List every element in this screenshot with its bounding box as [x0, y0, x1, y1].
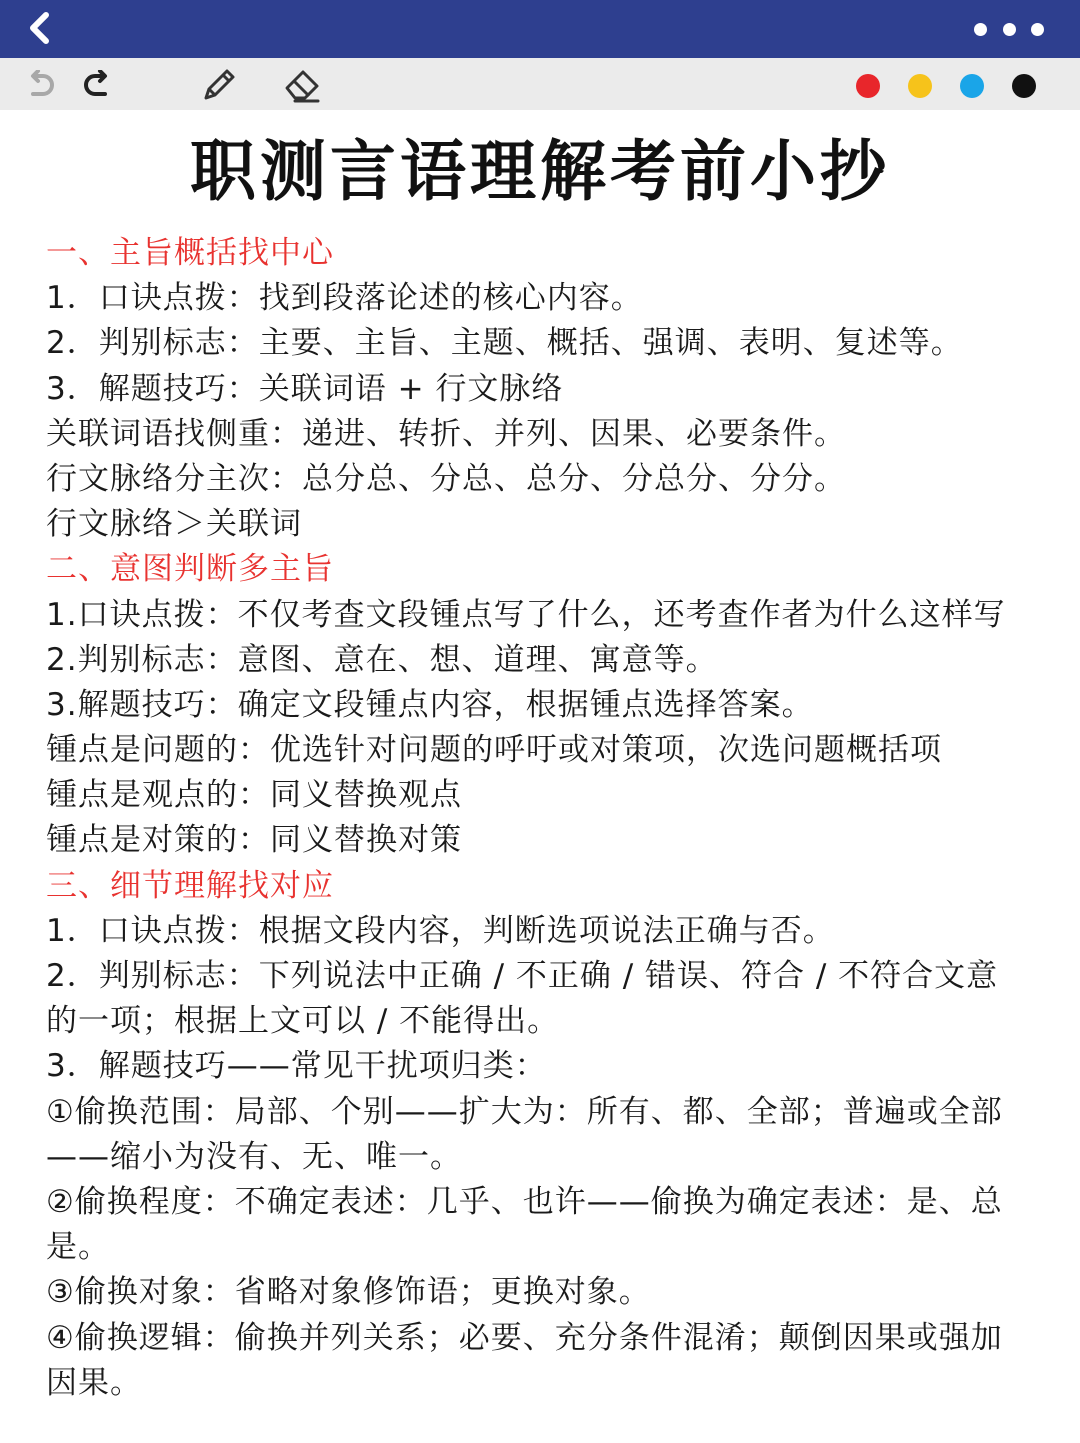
pencil-icon	[198, 65, 238, 105]
text-line: 锺点是观点的：同义替换观点	[46, 777, 462, 814]
text-line: 因果。	[46, 1364, 142, 1401]
text-line: 3．解题技巧：关联词语 + 行文脉络	[46, 370, 564, 407]
pen-tool-button[interactable]	[198, 66, 238, 104]
chevron-left-icon	[24, 12, 56, 44]
text-line: 3．解题技巧——常见干扰项归类：	[46, 1048, 547, 1085]
section-heading: 三、细节理解找对应	[46, 867, 334, 904]
text-line: 2．判别标志：主要、主旨、主题、概括、强调、表明、复述等。	[46, 325, 963, 362]
section-heading: 一、主旨概括找中心	[46, 235, 334, 271]
undo-icon	[23, 70, 57, 100]
eraser-tool-button[interactable]	[282, 66, 322, 104]
top-nav-bar	[0, 0, 1080, 58]
text-line: ②偷换程度：不确定表述：几乎、也许——偷换为确定表述：是、总	[46, 1183, 1003, 1220]
redo-icon	[81, 70, 115, 100]
text-line: 关联词语找侧重：递进、转折、并列、因果、必要条件。	[46, 415, 846, 452]
color-swatch-red[interactable]	[856, 74, 880, 98]
text-line: 是。	[46, 1229, 110, 1266]
text-line: 2.判别标志：意图、意在、想、道理、寓意等。	[46, 641, 718, 678]
text-line: 锺点是对策的：同义替换对策	[46, 822, 462, 859]
text-line: 1．口诀点拨：根据文段内容，判断选项说法正确与否。	[46, 912, 835, 949]
text-line: ③偷换对象：省略对象修饰语；更换对象。	[46, 1274, 651, 1311]
back-button[interactable]	[18, 8, 62, 48]
more-dot	[1031, 23, 1044, 36]
text-line: 行文脉络＞关联词	[46, 506, 302, 543]
eraser-icon	[282, 65, 322, 105]
more-dot	[1003, 23, 1016, 36]
text-line: ①偷换范围：局部、个别——扩大为：所有、都、全部；普遍或全部	[46, 1093, 1003, 1130]
undo-button[interactable]	[20, 66, 60, 104]
page-title: 职测言语理解考前小抄	[190, 133, 890, 210]
color-swatch-blue[interactable]	[960, 74, 984, 98]
color-swatch-black[interactable]	[1012, 74, 1036, 98]
text-line: 行文脉络分主次：总分总、分总、总分、分总分、分分。	[46, 460, 846, 497]
text-line: 的一项；根据上文可以 / 不能得出。	[46, 1003, 560, 1040]
section-heading: 二、意图判断多主旨	[46, 551, 334, 588]
more-horizontal-icon	[974, 23, 987, 36]
text-line: ④偷换逻辑：偷换并列关系；必要、充分条件混淆；颠倒因果或强加	[46, 1319, 1003, 1356]
more-options-button[interactable]	[974, 16, 1044, 42]
redo-button[interactable]	[78, 66, 118, 104]
text-line: 1.口诀点拨：不仅考查文段锺点写了什么，还考查作者为什么这样写	[46, 596, 1006, 633]
text-line: 2．判别标志：下列说法中正确 / 不正确 / 错误、符合 / 不符合文意	[46, 958, 999, 994]
text-line: 1．口诀点拨：找到段落论述的核心内容。	[46, 280, 643, 317]
color-swatch-yellow[interactable]	[908, 74, 932, 98]
text-line: 锺点是问题的：优选针对问题的呼吁或对策项，次选问题概括项	[46, 732, 942, 769]
text-line: 3.解题技巧：确定文段锺点内容，根据锺点选择答案。	[46, 686, 814, 723]
note-content	[46, 231, 1041, 1406]
text-line: ——缩小为没有、无、唯一。	[46, 1138, 462, 1175]
